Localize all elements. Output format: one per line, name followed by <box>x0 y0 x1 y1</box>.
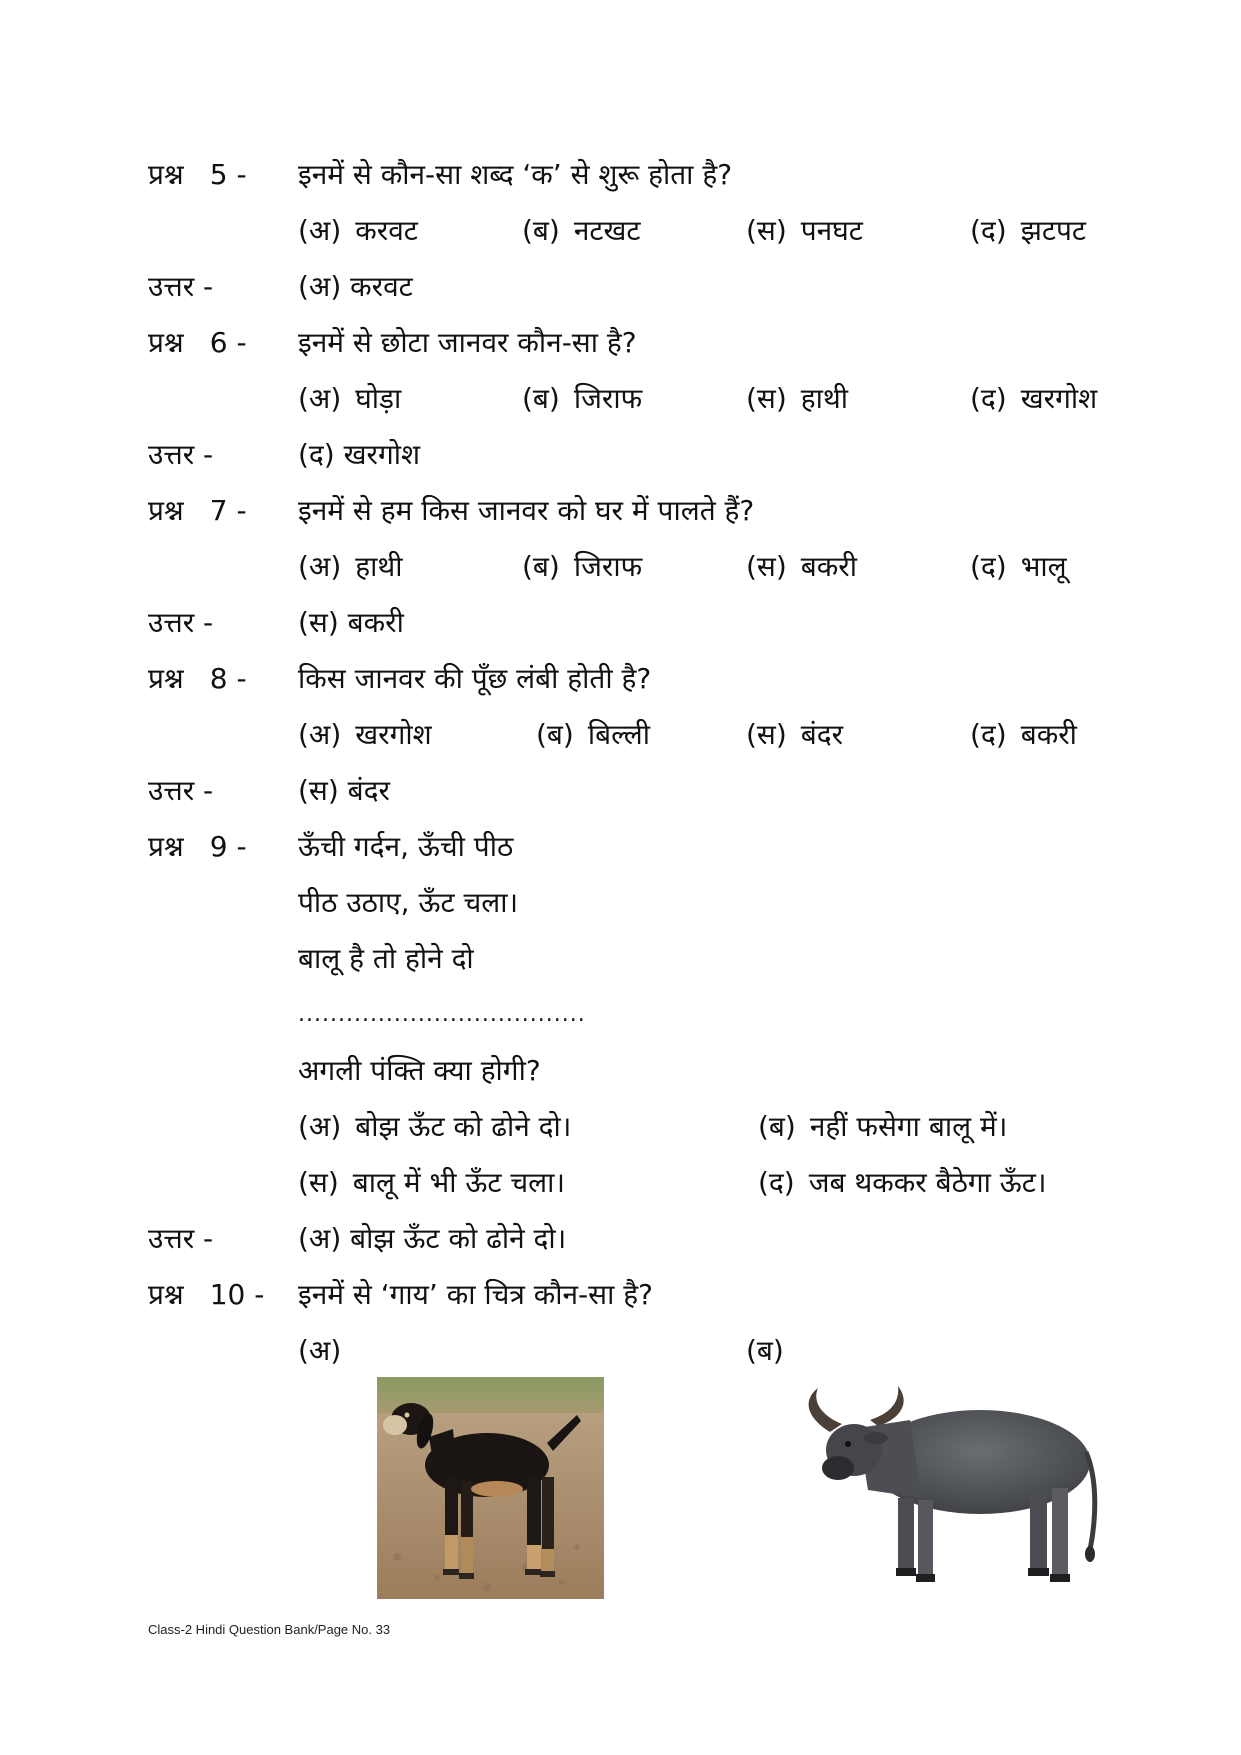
poem-line-2-row <box>0 880 1241 926</box>
question-7-options <box>0 544 1241 590</box>
question-number: 6 - <box>209 326 247 359</box>
question-label: प्रश्न 6 - <box>148 320 298 366</box>
question-6-options <box>0 376 1241 422</box>
option-a: (अ) खरगोश <box>298 718 432 751</box>
option-d: (द) जब थककर बैठेगा ऊँट। <box>758 1166 1047 1199</box>
option-c: (स) हाथी <box>746 382 849 415</box>
question-6 <box>0 320 1241 366</box>
answer-text: (स) बंदर <box>298 774 390 807</box>
option-c: (स) बालू में भी ऊँट चला। <box>298 1166 566 1199</box>
option-d: (द) बकरी <box>970 718 1077 751</box>
poem-line-3: बालू है तो होने दो <box>298 942 474 975</box>
question-label: प्रश्न 9 - <box>148 824 298 870</box>
question-8-options <box>0 712 1241 758</box>
answer-9 <box>0 1216 1241 1262</box>
question-9 <box>0 824 1241 870</box>
buffalo-photo <box>790 1380 1110 1605</box>
question-number: 8 - <box>209 662 247 695</box>
question-text: इनमें से कौन-सा शब्द ‘क’ से शुरू होता है? <box>298 158 733 191</box>
question-9-prompt-row <box>0 1048 1241 1094</box>
answer-label: उत्तर - <box>148 774 214 807</box>
option-b-mark: (ब) <box>746 1334 784 1367</box>
question-number: 9 - <box>209 830 247 863</box>
poem-line-1: ऊँची गर्दन, ऊँची पीठ <box>298 830 514 863</box>
answer-text: (स) बकरी <box>298 606 404 639</box>
poem-line-3-row <box>0 936 1241 982</box>
question-label: प्रश्न 8 - <box>148 656 298 702</box>
question-number: 5 - <box>209 158 247 191</box>
answer-label: उत्तर - <box>148 606 214 639</box>
question-text: इनमें से छोटा जानवर कौन-सा है? <box>298 326 637 359</box>
answer-6 <box>0 432 1241 478</box>
option-c: (स) बकरी <box>746 550 857 583</box>
option-b: (ब) नटखट <box>522 214 641 247</box>
option-a: (अ) घोड़ा <box>298 382 402 415</box>
question-7 <box>0 488 1241 534</box>
option-d: (द) भालू <box>970 550 1067 583</box>
question-text: इनमें से हम किस जानवर को घर में पालते हैं? <box>298 494 755 527</box>
option-a: (अ) बोझ ऊँट को ढोने दो। <box>298 1110 572 1143</box>
option-a: (अ) हाथी <box>298 550 403 583</box>
answer-text: (द) खरगोश <box>298 438 421 471</box>
question-8 <box>0 656 1241 702</box>
question-text: किस जानवर की पूँछ लंबी होती है? <box>298 662 652 695</box>
blank-line-row <box>0 992 1241 1038</box>
question-number: 7 - <box>209 494 247 527</box>
answer-7 <box>0 600 1241 646</box>
page-footer: Class-2 Hindi Question Bank/Page No. 33 <box>148 1622 391 1637</box>
poem-line-2: पीठ उठाए, ऊँट चला। <box>298 886 519 919</box>
answer-label: उत्तर - <box>148 1222 214 1255</box>
question-5 <box>0 152 1241 198</box>
question-prompt: अगली पंक्ति क्या होगी? <box>298 1054 541 1087</box>
question-label: प्रश्न 7 - <box>148 488 298 534</box>
question-10-option-marks <box>0 1328 1241 1374</box>
option-c: (स) बंदर <box>746 718 844 751</box>
option-d: (द) खरगोश <box>970 382 1098 415</box>
question-9-options-row-1 <box>0 1104 1241 1150</box>
option-b: (ब) बिल्ली <box>536 718 650 751</box>
question-text: इनमें से ‘गाय’ का चित्र कौन-सा है? <box>298 1278 653 1311</box>
question-9-options-row-2 <box>0 1160 1241 1206</box>
question-5-options <box>0 208 1241 254</box>
answer-8 <box>0 768 1241 814</box>
option-b: (ब) जिराफ <box>522 550 643 583</box>
answer-5 <box>0 264 1241 310</box>
option-a-mark: (अ) <box>298 1334 342 1367</box>
option-b: (ब) जिराफ <box>522 382 643 415</box>
option-d: (द) झटपट <box>970 214 1087 247</box>
answer-text: (अ) करवट <box>298 270 413 303</box>
answer-text: (अ) बोझ ऊँट को ढोने दो। <box>298 1222 567 1255</box>
question-label: प्रश्न 5 - <box>148 152 298 198</box>
goat-photo <box>377 1377 604 1599</box>
option-c: (स) पनघट <box>746 214 863 247</box>
answer-label: उत्तर - <box>148 270 214 303</box>
question-number: 10 - <box>209 1278 265 1311</box>
question-label: प्रश्न 10 - <box>148 1272 298 1318</box>
option-a: (अ) करवट <box>298 214 418 247</box>
option-b: (ब) नहीं फसेगा बालू में। <box>758 1110 1008 1143</box>
question-10 <box>0 1272 1241 1318</box>
blank-line: .................................... <box>298 1002 586 1027</box>
answer-label: उत्तर - <box>148 438 214 471</box>
